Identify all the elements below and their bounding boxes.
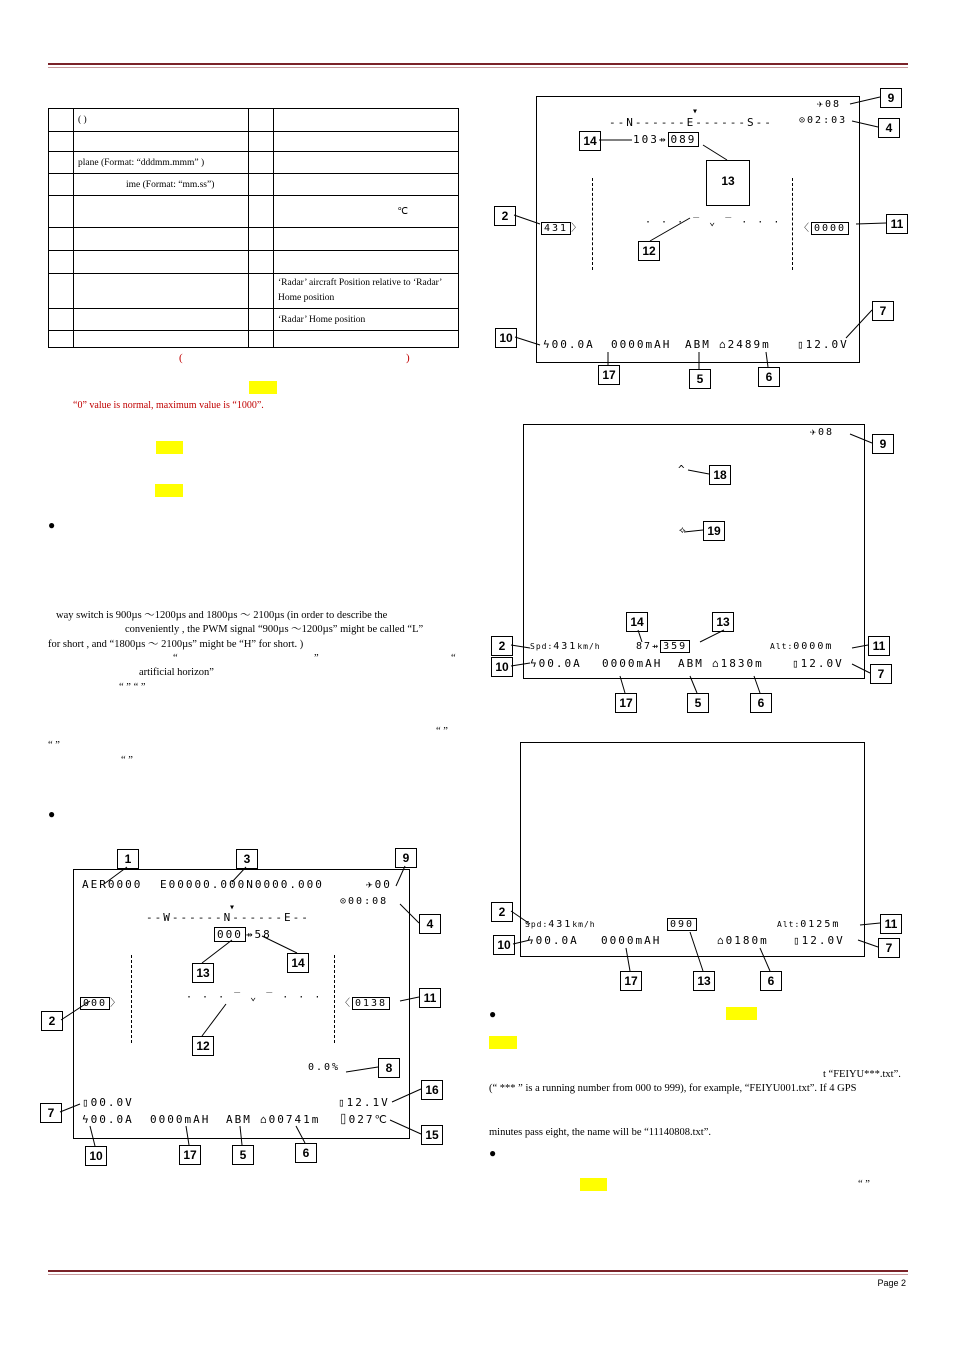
- right-para-b: (“ *** ” is a running number from 000 to 999), for example, “FEIYU001.txt”. If 4 GPS: [489, 1083, 857, 1094]
- altitude-ladder: [334, 955, 336, 1043]
- home-distance: 87⇸ 359: [636, 641, 690, 652]
- home-distance-reading: ⌂1830m: [712, 657, 764, 670]
- flight-timer: ⊙00:08: [340, 896, 389, 907]
- callout-label: 16: [421, 1080, 443, 1100]
- callout-label: 2: [41, 1011, 63, 1031]
- bullet: ●: [489, 1007, 497, 1021]
- callout-label: 13: [712, 612, 734, 632]
- callout-label: 7: [872, 301, 894, 321]
- callout-label: 10: [85, 1146, 107, 1166]
- highlight-mark: [580, 1178, 607, 1191]
- callout-label: 17: [615, 693, 637, 713]
- osd-screen-full: [73, 869, 410, 1139]
- paren-left: (: [179, 352, 183, 364]
- altitude-ladder: [792, 178, 794, 270]
- callout-label: 7: [878, 938, 900, 958]
- speed-reading: Spd:431km/h: [525, 919, 596, 930]
- red-note: “0” value is normal, maximum value is “1000”.: [73, 400, 264, 411]
- current-reading: ϟ00.0A: [527, 934, 579, 947]
- header-rule: [48, 63, 908, 65]
- bullet: ●: [48, 807, 56, 821]
- speed-reading: Spd:431km/h: [530, 641, 601, 652]
- satellite-count: ✈00: [366, 878, 392, 891]
- artificial-horizon: · · · ‾ ⌄ ‾ · · ·: [645, 217, 782, 228]
- home-distance-reading: ⌂0180m: [717, 934, 769, 947]
- altitude-box: 〈 0138: [340, 994, 390, 1009]
- home-distance: 103⇸ 089: [633, 133, 699, 146]
- bullet: ●: [48, 518, 56, 532]
- paren-right: ): [406, 352, 410, 364]
- home-distance-reading: ⌂00741m: [260, 1113, 321, 1126]
- callout-label: 6: [760, 971, 782, 991]
- para1-line1: way switch is 900µs ～1200µs and 1800µs ～ 2100µs (in order to describe the: [56, 610, 388, 621]
- right-para-d: “ ”: [858, 1179, 870, 1190]
- callout-label: 7: [870, 664, 892, 684]
- battery-voltage: ▯12.0V: [797, 338, 849, 351]
- flight-mode: ABM: [678, 657, 704, 670]
- callout-label: 9: [880, 88, 902, 108]
- callout-label: 13: [192, 963, 214, 983]
- callout-label: 6: [758, 367, 780, 387]
- rssi-reading: 0.0%: [308, 1062, 341, 1073]
- mah-reading: 0000mAH: [602, 657, 663, 670]
- table-row: ‘Radar’ Home position: [49, 309, 459, 331]
- callout-label: 4: [419, 914, 441, 934]
- mah-reading: 0000mAH: [150, 1113, 211, 1126]
- altitude-box: 〈 0000: [799, 219, 849, 234]
- callout-label: 5: [687, 693, 709, 713]
- highlight-mark: [155, 484, 183, 497]
- para1-line2: conveniently , the PWM signal “900µs ～1200µs” might be called “L”: [125, 624, 424, 635]
- para1-q2: ”: [314, 653, 319, 664]
- flight-mode: ABM: [226, 1113, 252, 1126]
- right-para-a: t “FEIYU***.txt”.: [823, 1069, 901, 1080]
- highlight-mark: [249, 381, 277, 394]
- callout-label: 11: [419, 988, 441, 1008]
- video-voltage: ▯00.0V: [82, 1096, 134, 1109]
- callout-label: 7: [40, 1103, 62, 1123]
- callout-label: 14: [579, 131, 601, 151]
- para1-line5: “ ” “ ”: [119, 682, 146, 693]
- para2-line3: “ ”: [121, 755, 133, 766]
- callout-label: 17: [620, 971, 642, 991]
- table-row: plane (Format: “dddmm.mmm” ): [49, 152, 459, 174]
- flight-mode: ABM: [685, 338, 711, 351]
- speed-ladder: [592, 178, 594, 270]
- current-reading: ϟ00.0A: [543, 338, 595, 351]
- para1-line4: artificial horizon”: [139, 667, 214, 678]
- callout-label: 10: [493, 935, 515, 955]
- compass-heading-bar: --W------N------E--: [146, 911, 310, 924]
- header-rule-thin: [48, 67, 908, 68]
- callout-label: 1: [117, 849, 139, 869]
- compass-heading-bar: --N------E------S--: [609, 116, 773, 129]
- callout-label: 11: [868, 636, 890, 656]
- callout-label: 10: [491, 657, 513, 677]
- satellite-count: ✈08: [817, 99, 842, 110]
- table-row: [49, 251, 459, 274]
- heading-pointer-icon: ▾: [229, 902, 238, 913]
- heading-pointer-icon: ▾: [692, 106, 701, 117]
- table-row: ℃: [49, 196, 459, 228]
- callout-label: 10: [495, 328, 517, 348]
- para1-q3: “: [451, 653, 456, 664]
- callout-label: 9: [395, 848, 417, 868]
- right-para-c: minutes pass eight, the name will be “11140808.txt”.: [489, 1127, 712, 1138]
- callout-label: 2: [491, 636, 513, 656]
- callout-label: 3: [236, 849, 258, 869]
- para2-q2: “ ”: [48, 740, 60, 751]
- highlight-mark: [156, 441, 183, 454]
- battery-voltage: ▯12.0V: [793, 934, 845, 947]
- highlight-mark: [726, 1007, 757, 1020]
- callout-label: 13: [706, 160, 750, 206]
- table-row: [49, 228, 459, 251]
- temperature-reading: ⌷027℃: [340, 1113, 389, 1126]
- osd-screen-minimal: [520, 742, 865, 957]
- horizon-marker-icon: ^: [678, 463, 687, 476]
- mah-reading: 0000mAH: [611, 338, 672, 351]
- footer-rule-thin: [48, 1274, 908, 1275]
- callout-label: 18: [709, 465, 731, 485]
- home-distance-reading: ⌂2489m: [719, 338, 771, 351]
- callout-label: 2: [494, 206, 516, 226]
- speed-box: 431 〉: [541, 219, 583, 234]
- gps-coordinates: E00000.000N0000.000: [160, 878, 324, 891]
- altitude-reading: Alt:0000m: [770, 641, 834, 652]
- home-direction-icon: ⟡: [679, 525, 688, 536]
- highlight-mark: [489, 1036, 517, 1049]
- para1-q1: “: [173, 653, 178, 664]
- home-distance: 000 ⇸58: [214, 928, 272, 941]
- speed-ladder: [131, 955, 133, 1043]
- current-reading: ϟ00.0A: [530, 657, 582, 670]
- spec-table: [48, 108, 459, 348]
- callout-label: 6: [295, 1143, 317, 1163]
- osd-screen-simplified: [523, 424, 865, 679]
- current-reading: ϟ00.0A: [82, 1113, 134, 1126]
- callout-label: 19: [703, 521, 725, 541]
- para1-line3: for short , and “1800µs ～ 2100µs” might be “H” for short. ): [48, 639, 304, 650]
- callout-label: 14: [287, 953, 309, 973]
- callout-label: 15: [421, 1125, 443, 1145]
- callout-label: 12: [638, 241, 660, 261]
- altitude-reading: Alt:0125m: [777, 919, 841, 930]
- mah-reading: 0000mAH: [601, 934, 662, 947]
- callout-label: 12: [192, 1036, 214, 1056]
- page-number: Page 2: [877, 1278, 906, 1288]
- callout-label: 5: [689, 369, 711, 389]
- table-row: ( ): [49, 109, 459, 132]
- callout-label: 11: [880, 914, 902, 934]
- callout-label: 2: [491, 902, 513, 922]
- callout-label: 6: [750, 693, 772, 713]
- callout-label: 13: [693, 971, 715, 991]
- satellite-count: ✈08: [810, 427, 835, 438]
- callout-label: 8: [378, 1058, 400, 1078]
- callout-label: 17: [598, 365, 620, 385]
- aer-reading: AER0000: [82, 878, 143, 891]
- heading-box: 090: [667, 919, 697, 930]
- callout-label: 9: [872, 434, 894, 454]
- artificial-horizon: · · · ‾ ⌄ ‾ · · ·: [186, 992, 323, 1003]
- table-row: [49, 331, 459, 348]
- callout-label: 5: [232, 1145, 254, 1165]
- callout-label: 4: [878, 118, 900, 138]
- bullet: ●: [489, 1146, 497, 1160]
- para2-q1: “ ”: [436, 726, 448, 737]
- table-row: [49, 132, 459, 152]
- battery-voltage: ▯12.1V: [338, 1096, 390, 1109]
- footer-rule: [48, 1270, 908, 1272]
- battery-voltage: ▯12.0V: [792, 657, 844, 670]
- callout-label: 14: [626, 612, 648, 632]
- table-row: ime (Format: “mm.ss”): [49, 174, 459, 196]
- callout-label: 17: [179, 1145, 201, 1165]
- speed-box: 000 〉: [80, 994, 122, 1009]
- callout-label: 11: [886, 214, 908, 234]
- table-row: ‘Radar’ aircraft Position relative to ‘Radar’ Home position: [49, 274, 459, 309]
- flight-timer: ⊙02:03: [799, 115, 848, 126]
